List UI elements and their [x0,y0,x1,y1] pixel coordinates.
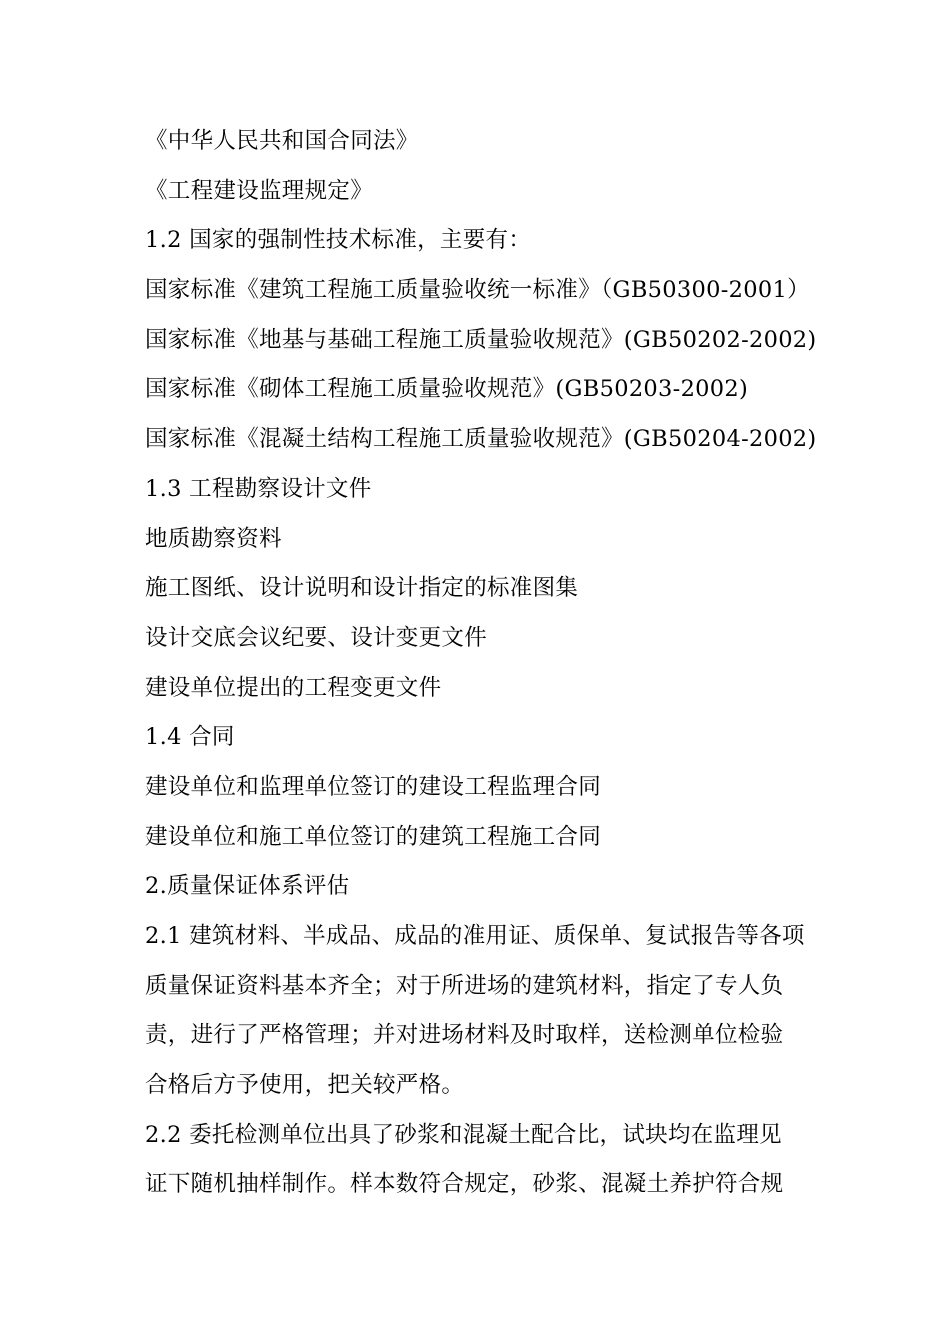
text-line: 建设单位和监理单位签订的建设工程监理合同 [145,773,602,800]
section-heading: 1.3 工程勘察设计文件 [145,475,372,502]
paragraph-line: 2.2 委托检测单位出具了砂浆和混凝土配合比，试块均在监理见 [145,1121,782,1148]
paragraph-line: 责，进行了严格管理；并对进场材料及时取样，送检测单位检验 [145,1022,784,1049]
section-heading: 1.2 国家的强制性技术标准，主要有： [145,227,532,254]
section-heading: 2.质量保证体系评估 [145,873,350,900]
standard-item: 国家标准《建筑工程施工质量验收统一标准》（GB50300-2001） [145,277,810,304]
standard-item: 国家标准《砌体工程施工质量验收规范》(GB50203-2002) [145,376,749,403]
text-line: 《中华人民共和国合同法》 [145,128,419,154]
text-line: 建设单位提出的工程变更文件 [145,674,442,701]
text-line: 建设单位和施工单位签订的建筑工程施工合同 [145,823,602,850]
standard-item: 国家标准《混凝土结构工程施工质量验收规范》(GB50204-2002) [145,426,817,453]
section-heading: 1.4 合同 [145,724,235,751]
paragraph-line: 质量保证资料基本齐全；对于所进场的建筑材料，指定了专人负 [145,972,784,999]
text-line: 《工程建设监理规定》 [145,177,374,204]
text-line: 设计交底会议纪要、设计变更文件 [145,624,488,651]
paragraph-line: 证下随机抽样制作。样本数符合规定，砂浆、混凝土养护符合规 [145,1171,784,1198]
paragraph-line: 合格后方予使用，把关较严格。 [145,1072,465,1099]
text-line: 地质勘察资料 [145,525,282,552]
text-line: 施工图纸、设计说明和设计指定的标准图集 [145,575,579,602]
standard-item: 国家标准《地基与基础工程施工质量验收规范》(GB50202-2002) [145,326,817,353]
paragraph-line: 2.1 建筑材料、半成品、成品的准用证、质保单、复试报告等各项 [145,923,805,949]
document-body [145,117,815,1210]
